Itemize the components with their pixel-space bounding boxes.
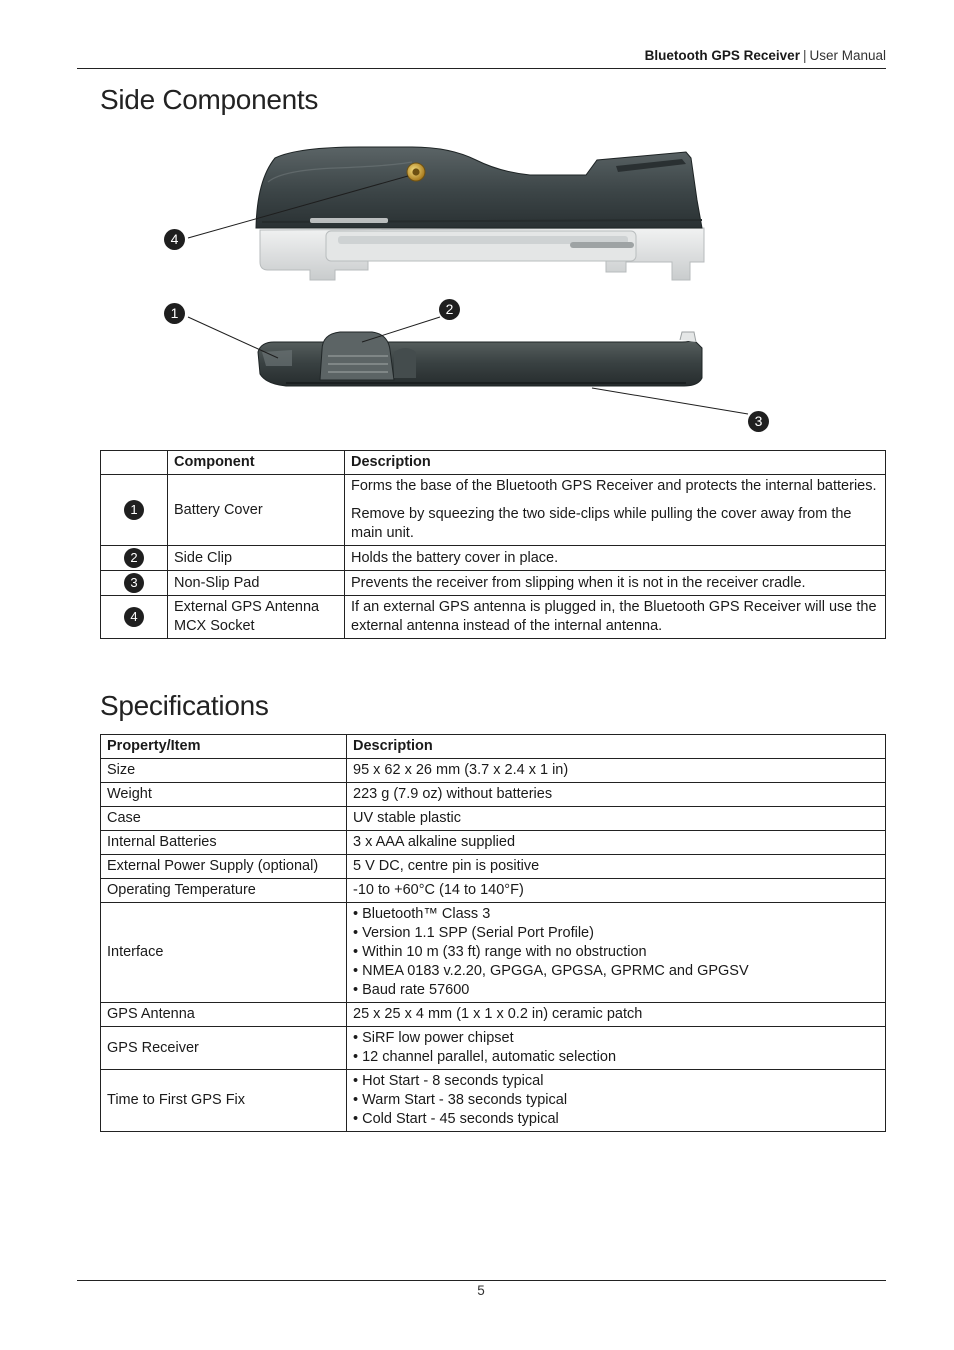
- callout-3: 3: [748, 411, 769, 432]
- device-figure: [150, 130, 790, 440]
- spec-value: [347, 1027, 886, 1070]
- table-header-row: [101, 735, 886, 759]
- spec-value: 25 x 25 x 4 mm (1 x 1 x 0.2 in) ceramic patch: [347, 1003, 886, 1027]
- row-number-badge: 4: [124, 607, 144, 627]
- callout-4: 4: [164, 229, 185, 250]
- row-number-badge: 1: [124, 500, 144, 520]
- spec-bullet: • Within 10 m (33 ft) range with no obstruction: [353, 944, 647, 960]
- spec-property: GPS Receiver: [101, 1027, 347, 1070]
- component-name: Non-Slip Pad: [168, 571, 345, 596]
- component-name: Battery Cover: [168, 475, 345, 546]
- page-header: [77, 48, 886, 69]
- component-description: [345, 475, 886, 546]
- component-description: Prevents the receiver from slipping when it is not in the receiver cradle.: [345, 571, 886, 596]
- table-row: [101, 903, 886, 1003]
- component-name: Side Clip: [168, 546, 345, 571]
- spec-property: Operating Temperature: [101, 879, 347, 903]
- spec-bullet: • 12 channel parallel, automatic selection: [353, 1049, 617, 1065]
- header-manual: User Manual: [809, 48, 886, 63]
- table-row: [101, 475, 886, 546]
- row-number-cell: [101, 475, 168, 546]
- components-table: [100, 450, 886, 639]
- description-paragraph: Remove by squeezing the two side-clips while pulling the cover away from the main unit.: [351, 506, 852, 541]
- spec-value: 223 g (7.9 oz) without batteries: [347, 783, 886, 807]
- column-header: Property/Item: [101, 735, 347, 759]
- page-number: 5: [477, 1283, 485, 1298]
- spec-value: 95 x 62 x 26 mm (3.7 x 2.4 x 1 in): [347, 759, 886, 783]
- spec-value: UV stable plastic: [347, 807, 886, 831]
- spec-property: Interface: [101, 903, 347, 1003]
- table-row: [101, 596, 886, 639]
- table-row: [101, 759, 886, 783]
- row-number-cell: [101, 546, 168, 571]
- spec-property: External Power Supply (optional): [101, 855, 347, 879]
- spec-value: [347, 903, 886, 1003]
- spec-bullet: • SiRF low power chipset: [353, 1030, 514, 1046]
- column-header: Description: [345, 451, 886, 475]
- header-separator: |: [802, 48, 807, 63]
- header-product: Bluetooth GPS Receiver: [644, 48, 800, 63]
- component-description: Holds the battery cover in place.: [345, 546, 886, 571]
- column-header: [101, 451, 168, 475]
- spec-property: Size: [101, 759, 347, 783]
- spec-property: Case: [101, 807, 347, 831]
- spec-bullet: • Bluetooth™ Class 3: [353, 906, 491, 922]
- row-number-cell: [101, 571, 168, 596]
- spec-bullet: • Baud rate 57600: [353, 982, 470, 998]
- table-row: [101, 1027, 886, 1070]
- spec-value: [347, 1070, 886, 1132]
- column-header: Description: [347, 735, 886, 759]
- specifications-table: [100, 734, 886, 1132]
- table-row: [101, 571, 886, 596]
- table-header-row: [101, 451, 886, 475]
- spec-bullet: • Warm Start - 38 seconds typical: [353, 1092, 568, 1108]
- side-components-title: Side Components: [100, 84, 319, 115]
- row-number-badge: 3: [124, 573, 144, 593]
- footer-rule: [77, 1280, 886, 1281]
- spec-property: Internal Batteries: [101, 831, 347, 855]
- spec-value: -10 to +60°C (14 to 140°F): [347, 879, 886, 903]
- battery-cover-illustration: [258, 332, 702, 386]
- table-row: [101, 879, 886, 903]
- component-name: External GPS Antenna MCX Socket: [168, 596, 345, 639]
- column-header: Component: [168, 451, 345, 475]
- table-row: [101, 807, 886, 831]
- table-row: [101, 1070, 886, 1132]
- spec-bullet: • Cold Start - 45 seconds typical: [353, 1111, 559, 1127]
- specifications-title: Specifications: [100, 690, 269, 721]
- callout-2: 2: [439, 299, 460, 320]
- table-row: [101, 546, 886, 571]
- spec-value: 5 V DC, centre pin is positive: [347, 855, 886, 879]
- table-row: [101, 855, 886, 879]
- device-illustration: [150, 130, 790, 440]
- spec-property: Time to First GPS Fix: [101, 1070, 347, 1132]
- spec-bullet: • Hot Start - 8 seconds typical: [353, 1073, 544, 1089]
- spec-value: 3 x AAA alkaline supplied: [347, 831, 886, 855]
- callout-1: 1: [164, 303, 185, 324]
- receiver-body: [256, 147, 704, 280]
- component-description: If an external GPS antenna is plugged in, the Bluetooth GPS Receiver will use the external antenna instead of the internal antenna.: [345, 596, 886, 639]
- spec-bullet: • NMEA 0183 v.2.20, GPGGA, GPGSA, GPRMC and GPGSV: [353, 963, 749, 979]
- row-number-badge: 2: [124, 548, 144, 568]
- table-row: [101, 831, 886, 855]
- description-paragraph: Forms the base of the Bluetooth GPS Receiver and protects the internal batteries.: [351, 478, 877, 494]
- row-number-cell: [101, 596, 168, 639]
- spec-property: Weight: [101, 783, 347, 807]
- table-row: [101, 1003, 886, 1027]
- table-row: [101, 783, 886, 807]
- spec-bullet: • Version 1.1 SPP (Serial Port Profile): [353, 925, 594, 941]
- spec-property: GPS Antenna: [101, 1003, 347, 1027]
